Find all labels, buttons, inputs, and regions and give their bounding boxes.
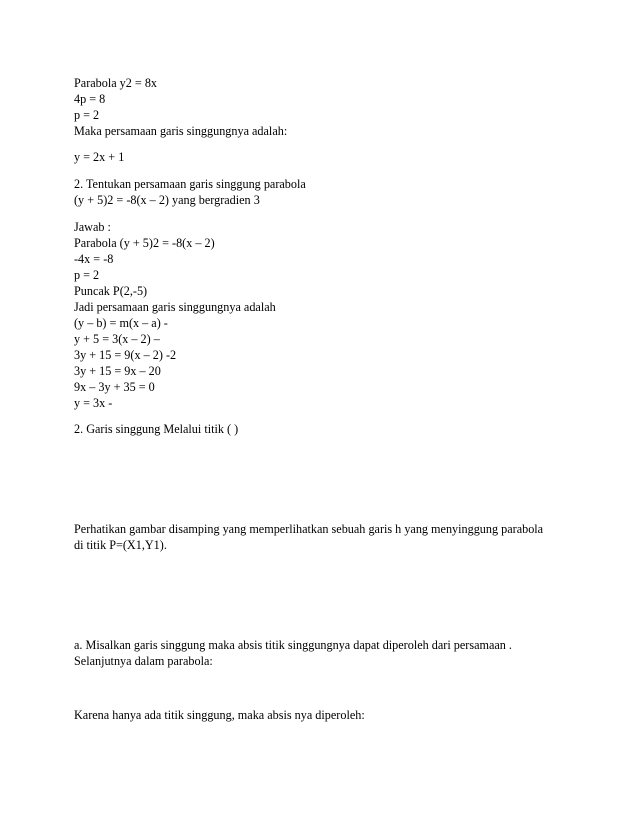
text-line: Puncak P(2,-5)	[74, 284, 148, 298]
text-line: 4p = 8	[74, 92, 106, 106]
text-line: Karena hanya ada titik singgung, maka absis nya diperoleh:	[74, 708, 365, 722]
text-line: 9x – 3y + 35 = 0	[74, 380, 155, 394]
text-line: Jadi persamaan garis singgungnya adalah	[74, 300, 276, 314]
text-line: Parabola (y + 5)2 = -8(x – 2)	[74, 236, 215, 250]
text-line: 2. Garis singgung Melalui titik ( )	[74, 422, 239, 436]
text-line: di titik P=(X1,Y1).	[74, 538, 167, 552]
text-line: a. Misalkan garis singgung maka absis titik singgungnya dapat diperoleh dari persamaan .	[74, 638, 512, 652]
text-line: Jawab :	[74, 220, 111, 234]
text-line: 3y + 15 = 9x – 20	[74, 364, 161, 378]
text-line: y + 5 = 3(x – 2) –	[74, 332, 160, 346]
text-line: 2. Tentukan persamaan garis singgung parabola	[74, 177, 306, 191]
text-line: Parabola y2 = 8x	[74, 76, 158, 90]
text-line: p = 2	[74, 268, 100, 282]
text-line: y = 3x -	[74, 396, 113, 410]
text-line: (y – b) = m(x – a) -	[74, 316, 168, 330]
text-line: 3y + 15 = 9(x – 2) -2	[74, 348, 177, 362]
text-line: p = 2	[74, 108, 100, 122]
text-line: Selanjutnya dalam parabola:	[74, 654, 213, 668]
text-line: Maka persamaan garis singgungnya adalah:	[74, 124, 288, 138]
text-line: (y + 5)2 = -8(x – 2) yang bergradien 3	[74, 193, 260, 207]
text-line: -4x = -8	[74, 252, 114, 266]
text-line: y = 2x + 1	[74, 150, 125, 164]
text-line: Perhatikan gambar disamping yang memperlihatkan sebuah garis h yang menyinggung parabola	[74, 522, 544, 536]
